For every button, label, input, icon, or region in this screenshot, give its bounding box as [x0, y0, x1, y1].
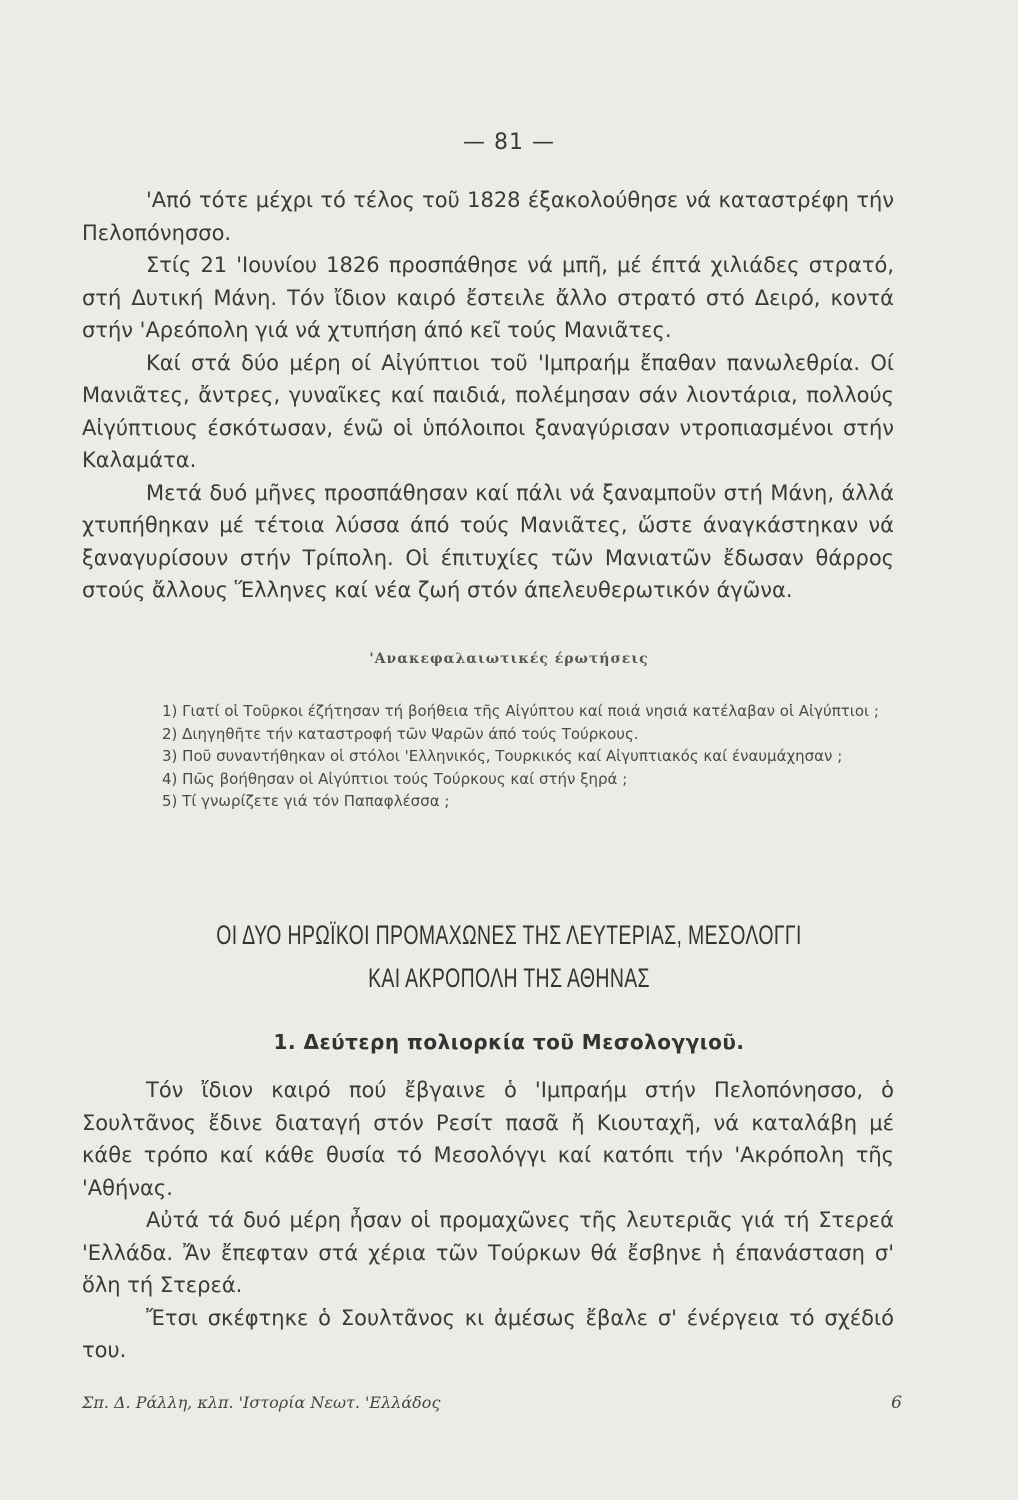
intro-text [82, 184, 894, 607]
paragraph: Αὐτά τά δυό μέρη ἦσαν οἱ προμαχῶνες τῆς λευτεριᾶς γιά τή Στερεά 'Ελλάδα. Ἄν ἔπεφταν στά χέρια τῶν Τούρκων θά ἔσβηνε ἡ έπανάσταση σ' ὅλη τή Στερεά. [82, 1208, 894, 1297]
paragraph: Μετά δυό μῆνες προσπάθησαν καί πάλι νά ξαναμποῦν στή Μάνη, άλλά χτυπήθηκαν μέ τέτοια λύσσα άπό τούς Μανιᾶτες, ὥστε άναγκάστηκαν νά ξαναγυρίσουν στήν Τρίπολη. Οἱ έπιτυχίες τῶν Μανιατῶν ἔδωσαν θάρρος στούς ἄλλους Ἕλληνες καί νέα ζωή στόν άπελευθερωτικόν άγῶνα. [82, 480, 894, 602]
section-text [82, 1074, 894, 1367]
question-item: 1) Γιατί οἱ Τοῦρκοι έζήτησαν τή βοήθεια τῆς Αἰγύπτου καί ποιά νησιά κατέλαβαν οἱ Αἰγύπτιοι ; [162, 702, 879, 720]
questions-list [82, 700, 894, 813]
paragraph: Ἔτσι σκέφτηκε ὁ Σουλτᾶνος κι ἀμέσως ἔβαλε σ' ένέργεια τό σχέδιό του. [82, 1305, 894, 1362]
paragraph: Τόν ἴδιον καιρό πού ἔβγαινε ὁ 'Ιμπραήμ στήν Πελοπόνησσο, ὁ Σουλτᾶνος ἔδινε διαταγή στόν Ρεσίτ πασᾶ ἤ Κιουταχῆ, νά καταλάβη μέ κάθε τρόπο καί κάθε θυσία τό Μεσολόγγι καί κατόπι τήν 'Ακρόπολη τῆς 'Αθήνας. [82, 1078, 894, 1200]
questions-title: 'Ανακεφαλαιωτικές έρωτήσεις [369, 651, 649, 667]
footer-citation: Σπ. Δ. Ράλλη, κλπ. 'Ιστορία Νεωτ. 'Ελλάδος [82, 1393, 441, 1412]
paragraph: 'Από τότε μέχρι τό τέλος τοῦ 1828 έξακολούθησε νά καταστρέφη τήν Πελοπόνησσο. [82, 188, 894, 245]
question-item: 3) Ποῦ συναντήθηκαν οἱ στόλοι 'Ελληνικός, Τουρκικός καί Αἰγυπτιακός καί έναυμάχησαν ; [162, 747, 843, 765]
page-footer [82, 1393, 902, 1412]
section-title: 1. Δεύτερη πολιορκία τοῦ Μεσολογγιοῦ. [273, 1030, 745, 1054]
signature-mark: 6 [891, 1393, 902, 1413]
page-number: — 81 — [463, 130, 555, 155]
paragraph: Στίς 21 'Ιουνίου 1826 προσπάθησε νά μπῆ, μέ έπτά χιλιάδες στρατό, στή Δυτική Μάνη. Τόν ἴδιον καιρό ἔστειλε ἄλλο στρατό στό Δειρό, κοντά στήν 'Αρεόπολη γιά νά χτυπήση άπό κεῖ τούς Μανιᾶτες. [82, 253, 894, 342]
question-item: 2) Διηγηθῆτε τήν καταστροφή τῶν Ψαρῶν άπό τούς Τούρκους. [162, 724, 639, 743]
paragraph: Καί στά δύο μέρη οί Αἰγύπτιοι τοῦ 'Ιμπραήμ ἔπαθαν πανωλεθρία. Οί Μανιᾶτες, ἄντρες, γυναῖκες καί παιδιά, πολέμησαν σάν λιοντάρια, πολλούς Αἰγύπτιους έσκότωσαν, ένῶ οἱ ὑπόλοιποι ξαναγύρισαν ντροπιασμένοι στήν Καλαμάτα. [82, 350, 894, 472]
question-item: 4) Πῶς βοήθησαν οἱ Αἰγύπτιοι τούς Τούρκους καί στήν ξηρά ; [162, 769, 628, 788]
question-item: 5) Τί γνωρίζετε γιά τόν Παπαφλέσσα ; [162, 792, 450, 810]
chapter-title-line-1: ΟΙ ΔΥΟ ΗΡΩΪΚΟΙ ΠΡΟΜΑΧΩΝΕΣ ΤΗΣ ΛΕΥΤΕΡΙΑΣ, ΜΕΣΟΛΟΓΓΙ [216, 920, 802, 950]
chapter-title-line-2: ΚΑΙ ΑΚΡΟΠΟΛΗ ΤΗΣ ΑΘΗΝΑΣ [368, 963, 650, 993]
